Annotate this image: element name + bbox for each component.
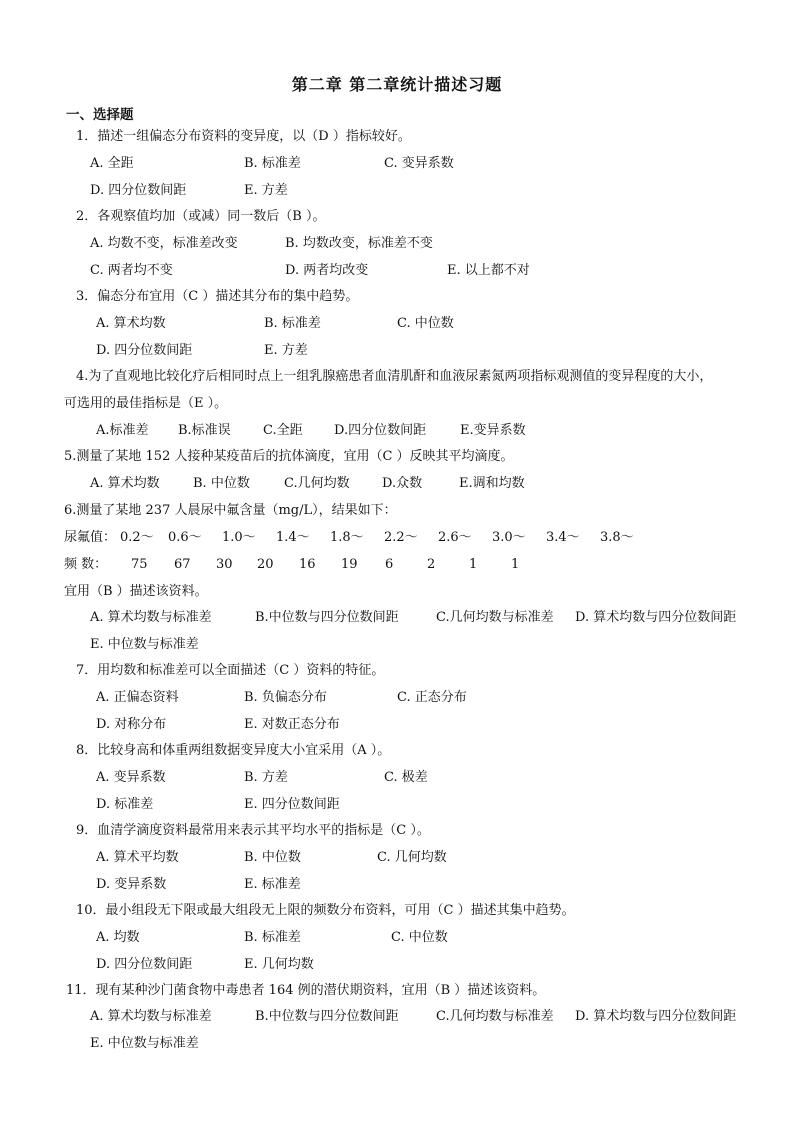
option: C.几何均数与标准差 xyxy=(436,610,554,625)
question-stem-6: 6.测量了某地 237 人晨尿中氟含量（mg/L），结果如下： xyxy=(64,503,397,518)
table-cell: 1.0～ xyxy=(222,530,256,545)
option: E. 中位数与标准差 xyxy=(90,1036,199,1051)
option: B.中位数与四分位数间距 xyxy=(255,1009,399,1024)
option: E. 中位数与标准差 xyxy=(90,637,199,652)
question-stem-5: 5.测量了某地 152 人接种某疫苗后的抗体滴度，宜用（C ）反映其平均滴度。 xyxy=(64,449,514,464)
row-label: 尿氟值： xyxy=(64,530,117,545)
option: C. 极差 xyxy=(384,770,428,785)
table-cell: 0.2～ xyxy=(120,530,154,545)
option: C. 正态分布 xyxy=(397,690,467,705)
option: C. 几何均数 xyxy=(377,850,447,865)
table-cell: 3.4～ xyxy=(546,530,580,545)
table-cell: 2 xyxy=(427,557,436,572)
option: D. 变异系数 xyxy=(96,877,167,892)
option: D.四分位数间距 xyxy=(334,423,427,438)
table-cell: 1.4～ xyxy=(276,530,310,545)
option: B. 中位数 xyxy=(244,850,301,865)
option: E. 四分位数间距 xyxy=(244,797,340,812)
option: D.众数 xyxy=(382,476,423,491)
question-stem-9: 9．血清学滴度资料最常用来表示其平均水平的指标是（C ）。 xyxy=(76,823,430,838)
option: E.调和均数 xyxy=(459,476,525,491)
table-cell: 75 xyxy=(131,557,148,572)
option: E.变异系数 xyxy=(460,423,526,438)
option: C. 变异系数 xyxy=(384,156,454,171)
question-stem-11: 11．现有某种沙门菌食物中毒患者 164 例的潜伏期资料，宜用（B ）描述该资料。 xyxy=(66,983,546,998)
option: E. 几何均数 xyxy=(244,957,314,972)
option: C.全距 xyxy=(263,423,303,438)
option: C. 两者均不变 xyxy=(90,263,173,278)
option: D. 四分位数间距 xyxy=(96,957,193,972)
table-cell: 3.8～ xyxy=(600,530,634,545)
option: C. 中位数 xyxy=(397,316,454,331)
option: D. 算术均数与四分位数间距 xyxy=(575,610,737,625)
table-cell: 19 xyxy=(341,557,358,572)
question-stem-3: 3．偏态分布宜用（C ）描述其分布的集中趋势。 xyxy=(76,289,359,304)
question-stem-8: 8．比较身高和体重两组数据变异度大小宜采用（A ）。 xyxy=(76,743,391,758)
question-stem-1: 1．描述一组偏态分布资料的变异度，以（D ）指标较好。 xyxy=(76,129,411,144)
option: E. 方差 xyxy=(264,343,308,358)
table-cell: 1.8～ xyxy=(330,530,364,545)
table-cell: 16 xyxy=(299,557,316,572)
option: B.中位数与四分位数间距 xyxy=(255,610,399,625)
question-stem-4-cont: 可选用的最佳指标是（E ）。 xyxy=(64,396,228,411)
option: C.几何均数与标准差 xyxy=(436,1009,554,1024)
option: E. 方差 xyxy=(244,183,288,198)
option: D. 四分位数间距 xyxy=(90,183,187,198)
option: A. 算术均数与标准差 xyxy=(90,610,212,625)
option: B.标准误 xyxy=(178,423,231,438)
option: A. 均数不变，标准差改变 xyxy=(90,236,238,251)
option: D. 标准差 xyxy=(96,797,154,812)
option: B. 标准差 xyxy=(244,930,301,945)
option: B. 标准差 xyxy=(264,316,321,331)
option: B. 负偏态分布 xyxy=(244,690,327,705)
option: B. 均数改变，标准差不变 xyxy=(285,236,433,251)
option: A. 变异系数 xyxy=(96,770,166,785)
option: B. 中位数 xyxy=(193,476,250,491)
option: E. 对数正态分布 xyxy=(244,717,340,732)
option: E. 以上都不对 xyxy=(447,263,530,278)
table-cell: 3.0～ xyxy=(492,530,526,545)
option: C. 中位数 xyxy=(391,930,448,945)
table-cell: 2.2～ xyxy=(384,530,418,545)
option: D. 对称分布 xyxy=(96,717,167,732)
question-stem-4: 4.为了直观地比较化疗后相同时点上一组乳腺癌患者血清肌酐和血液尿素氮两项指标观测值的变异程度的大小， xyxy=(76,369,713,384)
option: A. 全距 xyxy=(90,156,134,171)
option: A. 算术均数与标准差 xyxy=(90,1009,212,1024)
table-cell: 6 xyxy=(385,557,394,572)
section-heading: 一、选择题 xyxy=(66,107,134,123)
page-title: 第二章 第二章统计描述习题 xyxy=(291,75,503,94)
row-label: 频 数： xyxy=(64,557,108,572)
option: D. 两者均改变 xyxy=(285,263,369,278)
option: A. 正偏态资料 xyxy=(96,690,179,705)
table-cell: 20 xyxy=(257,557,274,572)
option: E. 标准差 xyxy=(244,877,301,892)
option: A. 算术均数 xyxy=(90,476,160,491)
table-cell: 1 xyxy=(511,557,520,572)
table-cell: 67 xyxy=(174,557,191,572)
table-cell: 30 xyxy=(216,557,233,572)
option: A. 算术平均数 xyxy=(96,850,179,865)
option: B. 方差 xyxy=(244,770,288,785)
option: C.几何均数 xyxy=(284,476,350,491)
option: D. 算术均数与四分位数间距 xyxy=(575,1009,737,1024)
option: A. 算术均数 xyxy=(96,316,166,331)
question-stem-6-cont: 宜用（B ）描述该资料。 xyxy=(64,584,208,599)
question-stem-7: 7．用均数和标准差可以全面描述（C ）资料的特征。 xyxy=(76,663,385,678)
option: A.标准差 xyxy=(96,423,149,438)
question-stem-2: 2．各观察值均加（或减）同一数后（B ）。 xyxy=(76,209,326,224)
table-cell: 0.6～ xyxy=(168,530,202,545)
table-cell: 1 xyxy=(469,557,478,572)
question-stem-10: 10．最小组段无下限或最大组段无上限的频数分布资料，可用（C ）描述其集中趋势。 xyxy=(76,903,575,918)
option: B. 标准差 xyxy=(244,156,301,171)
table-cell: 2.6～ xyxy=(438,530,472,545)
option: A. 均数 xyxy=(96,930,140,945)
option: D. 四分位数间距 xyxy=(96,343,193,358)
